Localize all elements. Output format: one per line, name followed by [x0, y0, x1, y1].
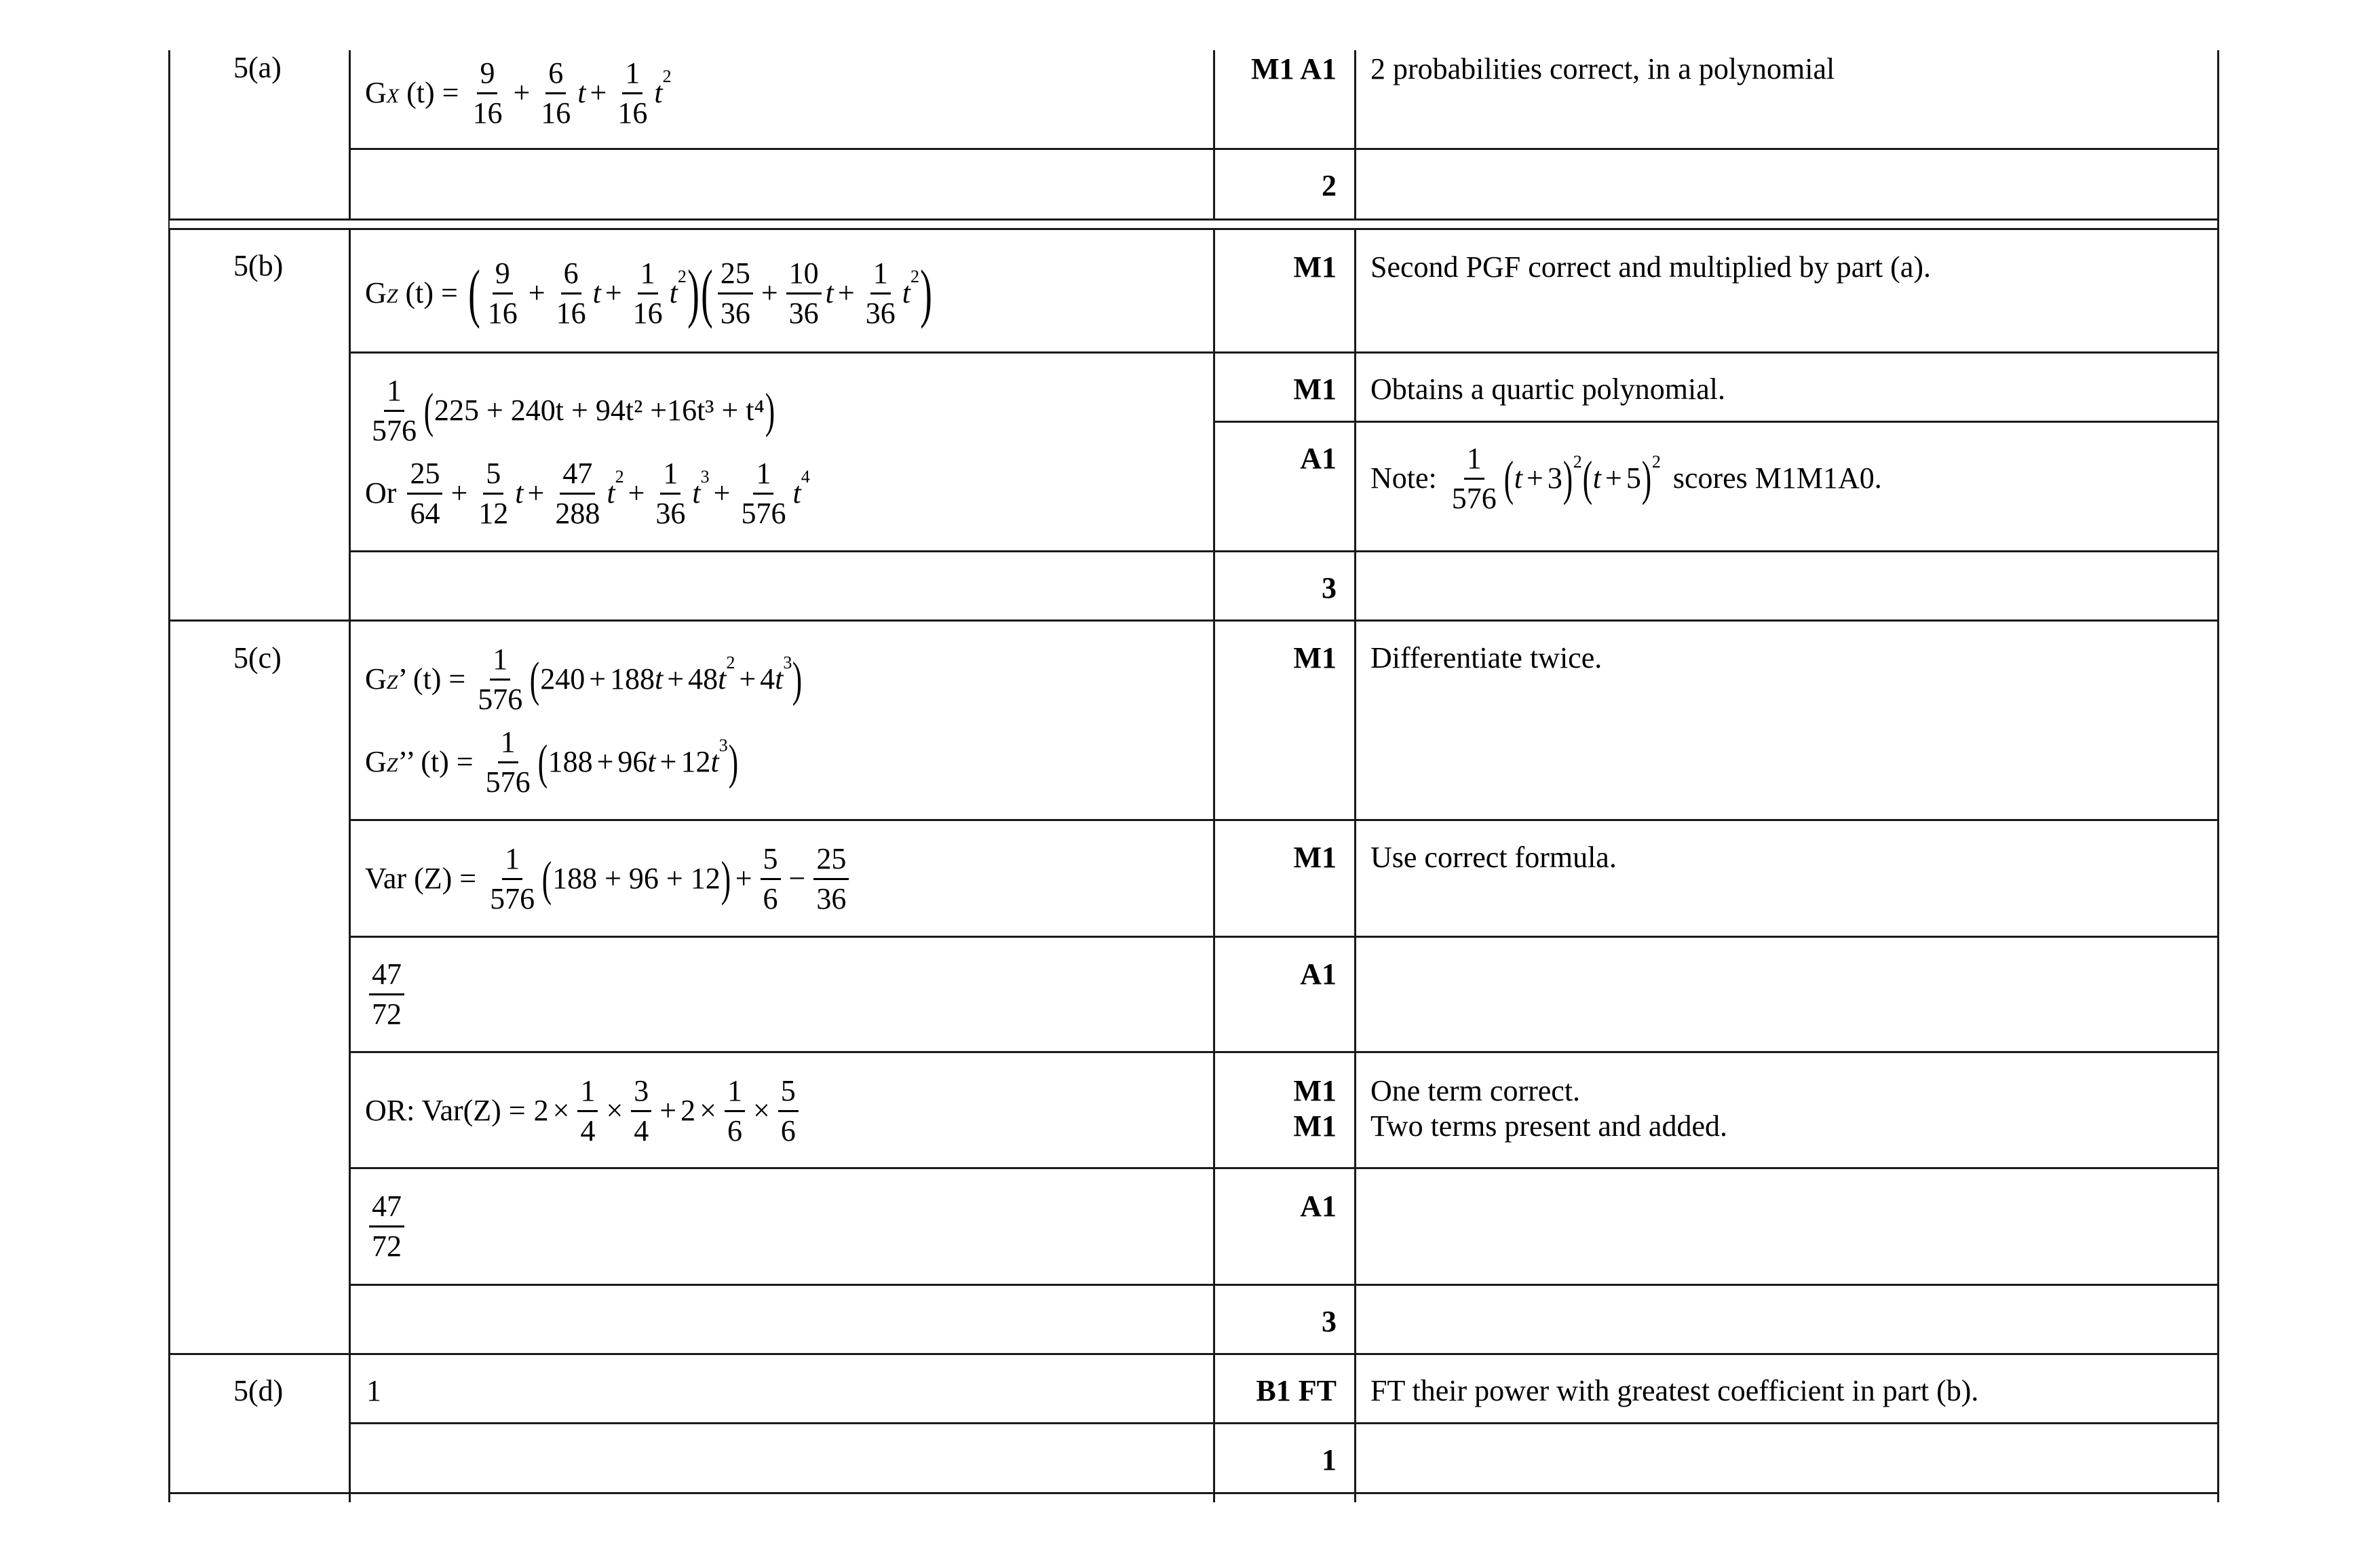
marks: M1 [1293, 250, 1337, 284]
answer-quartic: $\frac{1}{576}$ ( 225 + 240t + 94t² +16t³ + t⁴ ) [365, 373, 775, 448]
answer-quartic-alt: Or $\frac{25}{64}$ + $\frac{5}{12}$ t + $\frac{47}{288}$ t $^2$ + $\frac{1}{36}$ t $^3$ + $\frac{1}{576}$ t $^4$ [365, 456, 810, 530]
row-line [349, 351, 2219, 354]
marks-total: 3 [1322, 571, 1337, 605]
fraction: $\frac{1}{36}$ [655, 456, 686, 530]
question-number: 5(c) [233, 641, 282, 674]
fraction: $\frac{1}{576}$ [741, 456, 786, 530]
pgf-label: GX (t) = [365, 76, 459, 109]
fraction: $\frac{9}{16}$ [472, 56, 503, 130]
row-line [349, 819, 2219, 821]
guidance: Second PGF correct and multiplied by part (a). [1370, 250, 1932, 284]
row-separator-top [168, 218, 2219, 221]
answer-pgf-z: GZ (t) = ( $\frac{9}{16}$ + $\frac{6}{16}$ t + $\frac{1}{16}$ t $^2$ ) ( $\frac{25}{36}$ + $\frac{10}{36}$ t + $\frac{1}{36}$ t $^2$ ) [365, 256, 932, 330]
fraction: $\frac{5}{6}$ [761, 844, 781, 914]
guidance: 2 probabilities correct, in a polynomial [1370, 52, 1835, 85]
marks: M1 [1293, 641, 1337, 674]
row-line [168, 620, 2219, 622]
guidance: Obtains a quartic polynomial. [1370, 373, 1725, 406]
guidance-note: Note: $\frac{1}{576}$ ( t + 3 ) $^2$ ( t + 5 ) $^2$ scores M1M1A0. [1370, 441, 1882, 515]
row-line [349, 936, 2219, 938]
row-line [349, 148, 2219, 150]
fraction: $\frac{1}{576}$ [478, 642, 523, 716]
variance-answer [365, 957, 408, 1031]
table-border-left [168, 50, 170, 1502]
fraction: $\frac{1}{576}$ [485, 725, 531, 799]
fraction: $\frac{5}{12}$ [478, 456, 509, 530]
row-line [349, 1284, 2219, 1286]
fraction: $\frac{1}{576}$ [372, 373, 417, 447]
variance-formula: Var (Z) = $\frac{1}{576}$ ( 188 + 96 + 12 ) + $\frac{5}{6}$ − $\frac{25}{36}$ [365, 841, 853, 916]
row-line [349, 550, 2219, 552]
fraction: $\frac{10}{36}$ [786, 259, 822, 328]
marks-total: 3 [1322, 1305, 1337, 1338]
fraction: $\frac{1}{4}$ [577, 1076, 598, 1146]
fraction: $\frac{6}{16}$ [556, 256, 586, 330]
marks: A1 [1300, 442, 1337, 475]
fraction: $\frac{25}{36}$ [718, 259, 753, 328]
row-line [349, 1167, 2219, 1169]
marks-total: 2 [1322, 169, 1337, 202]
fraction: $\frac{47}{72}$ [369, 959, 404, 1029]
guidance: Two terms present and added. [1370, 1109, 1727, 1143]
question-number: 5(d) [233, 1374, 284, 1407]
marks: B1 FT [1256, 1374, 1337, 1407]
answer: 1 [366, 1374, 381, 1407]
pgf-label: GZ (t) = [365, 276, 458, 309]
row-line [349, 1051, 2219, 1053]
row-line [349, 1422, 2219, 1424]
fraction: $\frac{1}{16}$ [632, 256, 663, 330]
question-number: 5(b) [233, 249, 284, 282]
variance-alternative: OR: Var(Z) = 2 × $\frac{1}{4}$ × $\frac{3}{4}$ + 2 × $\frac{1}{6}$ × $\frac{5}{6}$ [365, 1073, 803, 1148]
fraction: $\frac{3}{4}$ [631, 1076, 651, 1146]
fraction: $\frac{6}{16}$ [541, 56, 571, 130]
fraction: $\frac{9}{16}$ [487, 256, 518, 330]
polynomial: 225 + 240t + 94t² +16t³ + t⁴ [434, 394, 765, 427]
guidance: One term correct. [1370, 1074, 1581, 1107]
marks: M1 [1293, 373, 1337, 406]
answer-pgf-x: GX (t) = $\frac{9}{16}$ + $\frac{6}{16}$ t + $\frac{1}{16}$ t $^2$ [365, 56, 672, 130]
fraction: $\frac{1}{576}$ [1451, 441, 1497, 515]
second-derivative: GZ’’ (t) = $\frac{1}{576}$ ( 188 + 96 t + 12 t $^3$ ) [365, 725, 738, 799]
table-border-bottom [168, 1492, 2219, 1494]
fraction: $\frac{47}{72}$ [369, 1192, 404, 1261]
marks: A1 [1300, 957, 1337, 991]
question-number: 5(a) [233, 51, 282, 84]
fraction: $\frac{47}{288}$ [555, 456, 600, 530]
row-line [168, 1353, 2219, 1355]
marks: A1 [1300, 1189, 1337, 1223]
fraction: $\frac{1}{36}$ [865, 256, 896, 330]
fraction: $\frac{1}{6}$ [725, 1076, 745, 1146]
marks: M1 [1293, 841, 1337, 874]
guidance: Use correct formula. [1370, 841, 1617, 874]
fraction: $\frac{25}{36}$ [813, 844, 849, 914]
guidance: FT their power with greatest coefficient in part (b). [1370, 1374, 1979, 1407]
row-separator-bottom [168, 228, 2219, 230]
marks-total: 1 [1322, 1443, 1337, 1477]
fraction: $\frac{5}{6}$ [778, 1076, 799, 1146]
first-derivative: GZ’ (t) = $\frac{1}{576}$ ( 240 + 188 t + 48 t $^2$ + 4 t $^3$ ) [365, 642, 803, 716]
marks: M1 [1293, 1109, 1337, 1143]
variance-answer [365, 1189, 408, 1263]
fraction: $\frac{25}{64}$ [407, 459, 442, 529]
marks: M1 A1 [1251, 52, 1337, 85]
row-line [1213, 421, 2219, 423]
fraction: $\frac{1}{576}$ [490, 841, 535, 915]
fraction: $\frac{1}{16}$ [617, 56, 648, 130]
guidance: Differentiate twice. [1370, 641, 1602, 674]
marks: M1 [1293, 1074, 1337, 1107]
